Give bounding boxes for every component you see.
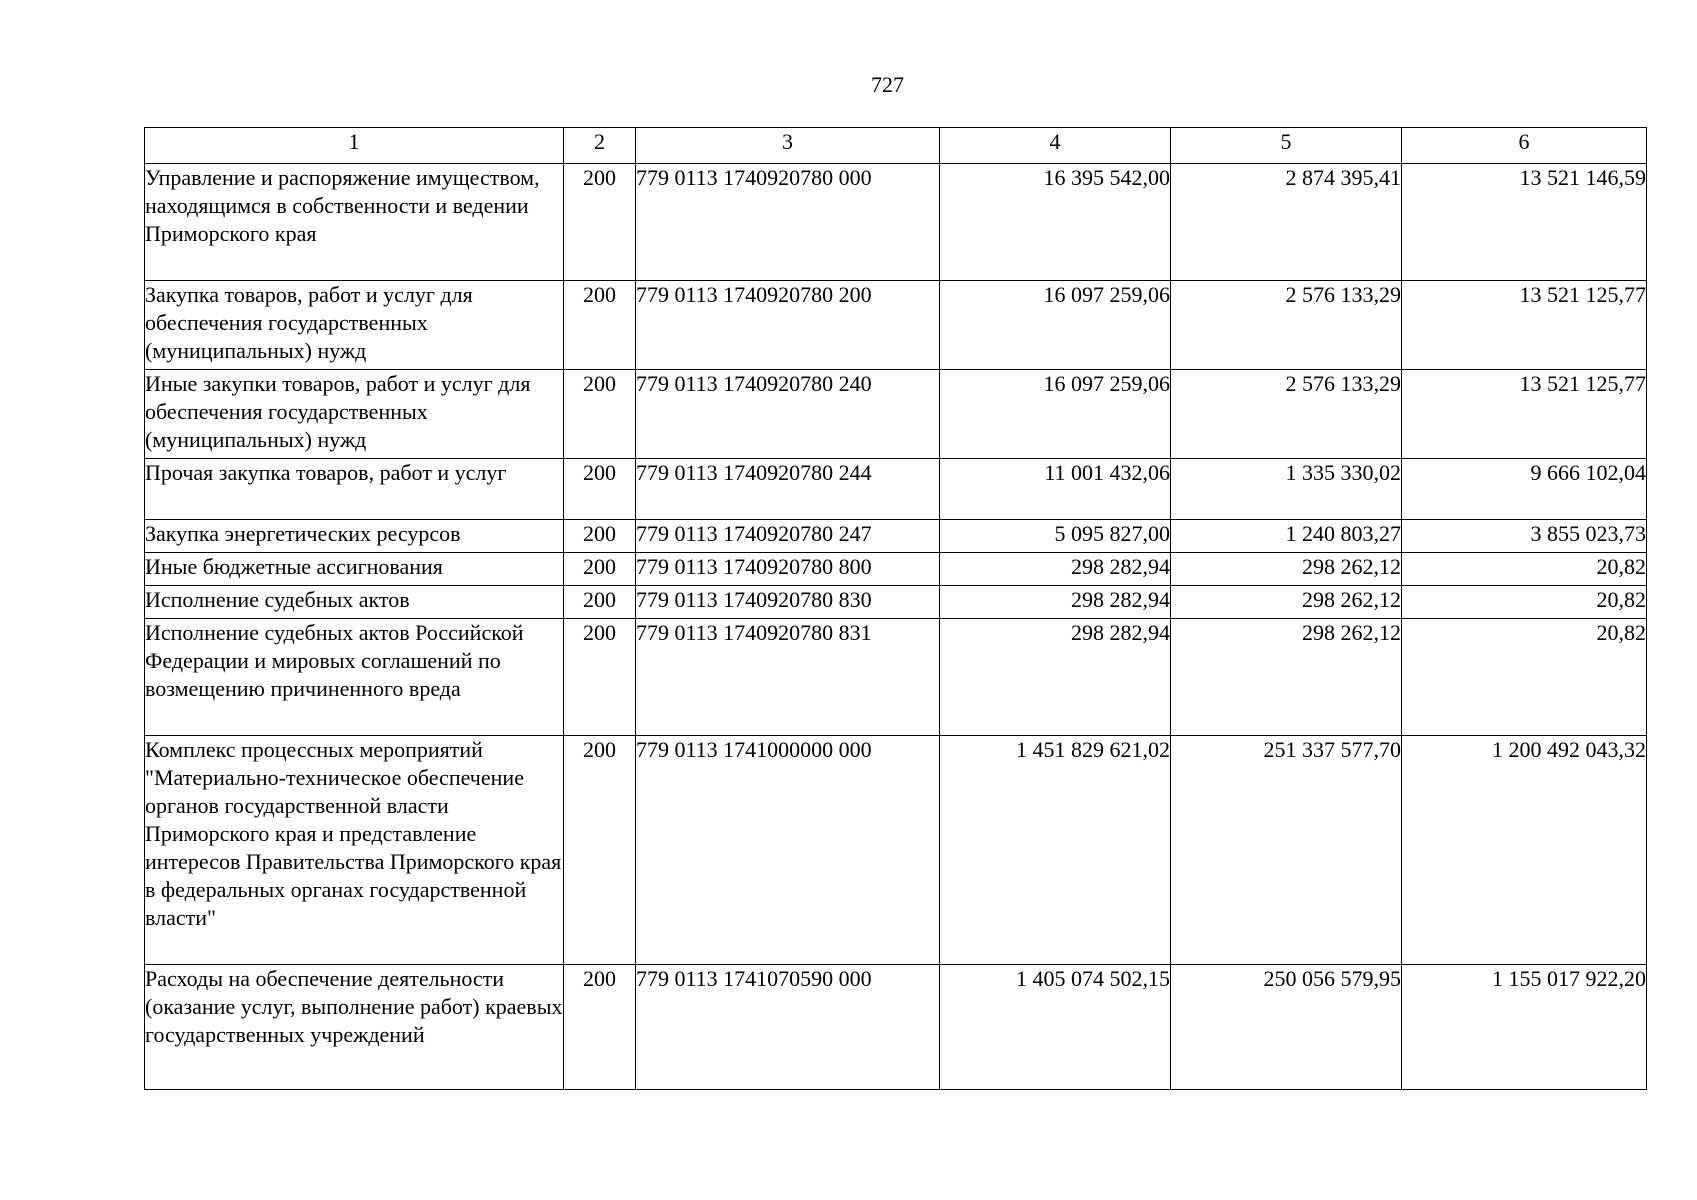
row-col6: 13 521 146,59 bbox=[1402, 164, 1647, 281]
row-code: 779 0113 1741070590 000 bbox=[636, 965, 940, 1090]
row-group: 200 bbox=[564, 281, 636, 370]
row-col4: 298 282,94 bbox=[940, 586, 1171, 619]
row-col4: 5 095 827,00 bbox=[940, 520, 1171, 553]
row-col6: 1 200 492 043,32 bbox=[1402, 736, 1647, 965]
column-header: 5 bbox=[1171, 128, 1402, 164]
column-header: 1 bbox=[145, 128, 564, 164]
row-col6: 20,82 bbox=[1402, 586, 1647, 619]
row-group: 200 bbox=[564, 370, 636, 459]
row-group: 200 bbox=[564, 619, 636, 736]
row-col4: 16 395 542,00 bbox=[940, 164, 1171, 281]
row-group: 200 bbox=[564, 520, 636, 553]
row-name: Закупка товаров, работ и услуг для обеспечения государственных (муниципальных) нужд bbox=[145, 281, 564, 370]
row-col5: 1 335 330,02 bbox=[1171, 459, 1402, 520]
table-row bbox=[145, 736, 1647, 965]
row-name: Управление и распоряжение имуществом, находящимся в собственности и ведении Приморского края bbox=[145, 164, 564, 281]
column-header: 2 bbox=[564, 128, 636, 164]
row-col6: 13 521 125,77 bbox=[1402, 370, 1647, 459]
row-col6: 20,82 bbox=[1402, 553, 1647, 586]
row-col5: 1 240 803,27 bbox=[1171, 520, 1402, 553]
table-row bbox=[145, 520, 1647, 553]
row-col4: 298 282,94 bbox=[940, 553, 1171, 586]
row-col5: 298 262,12 bbox=[1171, 619, 1402, 736]
row-code: 779 0113 1740920780 200 bbox=[636, 281, 940, 370]
row-group: 200 bbox=[564, 164, 636, 281]
row-name: Прочая закупка товаров, работ и услуг bbox=[145, 459, 564, 520]
table-row bbox=[145, 553, 1647, 586]
row-col4: 1 451 829 621,02 bbox=[940, 736, 1171, 965]
row-col6: 3 855 023,73 bbox=[1402, 520, 1647, 553]
table-row bbox=[145, 370, 1647, 459]
row-group: 200 bbox=[564, 586, 636, 619]
row-name: Иные закупки товаров, работ и услуг для обеспечения государственных (муниципальных) нужд bbox=[145, 370, 564, 459]
table-row bbox=[145, 965, 1647, 1090]
table-row bbox=[145, 164, 1647, 281]
table-row bbox=[145, 619, 1647, 736]
row-col4: 16 097 259,06 bbox=[940, 281, 1171, 370]
row-code: 779 0113 1740920780 247 bbox=[636, 520, 940, 553]
row-col5: 250 056 579,95 bbox=[1171, 965, 1402, 1090]
row-col6: 20,82 bbox=[1402, 619, 1647, 736]
row-col5: 251 337 577,70 bbox=[1171, 736, 1402, 965]
row-col5: 2 576 133,29 bbox=[1171, 370, 1402, 459]
page-number: 727 bbox=[871, 72, 904, 97]
table-row bbox=[145, 459, 1647, 520]
row-code: 779 0113 1740920780 240 bbox=[636, 370, 940, 459]
row-code: 779 0113 1740920780 831 bbox=[636, 619, 940, 736]
row-col4: 16 097 259,06 bbox=[940, 370, 1171, 459]
row-group: 200 bbox=[564, 553, 636, 586]
row-name: Закупка энергетических ресурсов bbox=[145, 520, 564, 553]
row-group: 200 bbox=[564, 736, 636, 965]
row-code: 779 0113 1740920780 000 bbox=[636, 164, 940, 281]
row-group: 200 bbox=[564, 459, 636, 520]
table-header-row bbox=[145, 128, 1647, 164]
row-name: Иные бюджетные ассигнования bbox=[145, 553, 564, 586]
row-col5: 2 576 133,29 bbox=[1171, 281, 1402, 370]
row-col4: 1 405 074 502,15 bbox=[940, 965, 1171, 1090]
row-code: 779 0113 1740920780 800 bbox=[636, 553, 940, 586]
row-name: Расходы на обеспечение деятельности (оказание услуг, выполнение работ) краевых государственных учреждений bbox=[145, 965, 564, 1090]
row-col6: 9 666 102,04 bbox=[1402, 459, 1647, 520]
row-col4: 11 001 432,06 bbox=[940, 459, 1171, 520]
row-col5: 298 262,12 bbox=[1171, 553, 1402, 586]
column-header: 3 bbox=[636, 128, 940, 164]
column-header: 4 bbox=[940, 128, 1171, 164]
row-col4: 298 282,94 bbox=[940, 619, 1171, 736]
table-row bbox=[145, 586, 1647, 619]
row-group: 200 bbox=[564, 965, 636, 1090]
row-code: 779 0113 1740920780 244 bbox=[636, 459, 940, 520]
budget-table bbox=[144, 127, 1647, 1090]
row-name: Исполнение судебных актов Российской Федерации и мировых соглашений по возмещению причиненного вреда bbox=[145, 619, 564, 736]
row-col5: 298 262,12 bbox=[1171, 586, 1402, 619]
row-col5: 2 874 395,41 bbox=[1171, 164, 1402, 281]
row-name: Комплекс процессных мероприятий "Материально-техническое обеспечение органов государственной власти Приморского края и представление интересов Правительства Приморского края в федеральных органах государственной власти" bbox=[145, 736, 564, 965]
row-code: 779 0113 1741000000 000 bbox=[636, 736, 940, 965]
row-col6: 1 155 017 922,20 bbox=[1402, 965, 1647, 1090]
table-row bbox=[145, 281, 1647, 370]
row-col6: 13 521 125,77 bbox=[1402, 281, 1647, 370]
column-header: 6 bbox=[1402, 128, 1647, 164]
row-name: Исполнение судебных актов bbox=[145, 586, 564, 619]
row-code: 779 0113 1740920780 830 bbox=[636, 586, 940, 619]
